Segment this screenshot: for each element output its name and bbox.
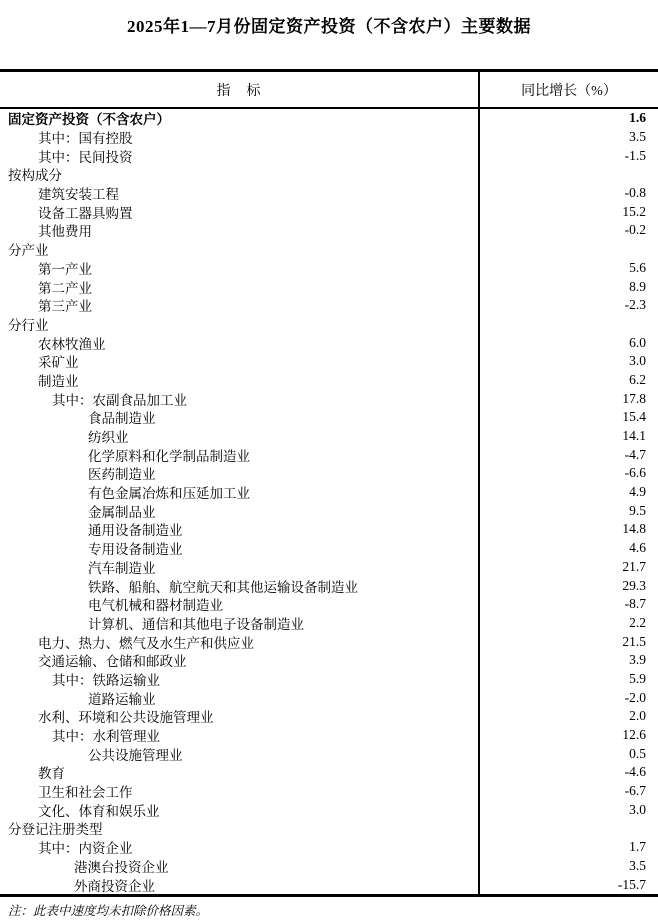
table-row — [0, 632, 658, 651]
row-value — [478, 819, 658, 838]
row-value: 5.6 — [478, 259, 658, 278]
table-row — [0, 315, 658, 334]
table-row — [0, 782, 658, 801]
table-row — [0, 296, 658, 315]
page-title: 2025年1—7月份固定资产投资（不含农户）主要数据 — [127, 17, 531, 36]
row-value: 21.5 — [478, 632, 658, 651]
row-value — [478, 315, 658, 334]
row-label: 分行业 — [8, 317, 49, 333]
row-label: 卫生和社会工作 — [38, 785, 133, 801]
row-label: 制造业 — [38, 373, 79, 389]
table-row — [0, 857, 658, 876]
row-value: 5.9 — [478, 670, 658, 689]
table-row — [0, 726, 658, 745]
table-row — [0, 165, 658, 184]
row-value: 15.4 — [478, 408, 658, 427]
row-label: 汽车制造业 — [88, 560, 156, 576]
row-label: 金属制品业 — [88, 504, 156, 520]
row-label: 采矿业 — [38, 355, 79, 371]
table-row — [0, 520, 658, 539]
row-label: 其中：国有控股 — [38, 131, 133, 147]
table-row — [0, 651, 658, 670]
table-header-row — [0, 72, 658, 109]
row-label: 其他费用 — [38, 224, 92, 240]
table-row — [0, 202, 658, 221]
row-label: 交通运输、仓储和邮政业 — [38, 654, 187, 670]
table-row — [0, 259, 658, 278]
table-row — [0, 184, 658, 203]
row-label: 文化、体育和娱乐业 — [38, 803, 160, 819]
row-label: 第二产业 — [38, 280, 92, 296]
row-value: -1.5 — [478, 146, 658, 165]
column-header-indicator: 指 标 — [216, 83, 262, 99]
table-row — [0, 595, 658, 614]
row-label: 道路运输业 — [88, 691, 156, 707]
table-row — [0, 558, 658, 577]
table-row — [0, 614, 658, 633]
row-value: 1.6 — [478, 109, 658, 128]
table-row — [0, 744, 658, 763]
row-label: 按构成分 — [8, 168, 62, 184]
row-value: 4.9 — [478, 483, 658, 502]
table-row — [0, 501, 658, 520]
table-row — [0, 427, 658, 446]
row-value: 1.7 — [478, 838, 658, 857]
row-value: 21.7 — [478, 558, 658, 577]
row-label: 分登记注册类型 — [8, 822, 103, 838]
row-value — [478, 165, 658, 184]
row-label: 分产业 — [8, 243, 49, 259]
table-row — [0, 333, 658, 352]
row-label: 有色金属冶炼和压延加工业 — [88, 486, 250, 502]
row-value: -0.2 — [478, 221, 658, 240]
row-value: -6.6 — [478, 464, 658, 483]
row-value: 0.5 — [478, 744, 658, 763]
row-value: -0.8 — [478, 184, 658, 203]
row-value: -2.3 — [478, 296, 658, 315]
row-value: -6.7 — [478, 782, 658, 801]
row-value: 3.0 — [478, 800, 658, 819]
row-value — [478, 240, 658, 259]
table-row — [0, 838, 658, 857]
row-value: -15.7 — [478, 875, 658, 894]
row-value: 12.6 — [478, 726, 658, 745]
row-label: 其中：水利管理业 — [52, 729, 160, 745]
table-row — [0, 483, 658, 502]
row-label: 固定资产投资（不含农户） — [8, 112, 170, 128]
row-label: 医药制造业 — [88, 467, 156, 483]
row-value: 29.3 — [478, 576, 658, 595]
row-label: 第三产业 — [38, 299, 92, 315]
row-value: 3.5 — [478, 857, 658, 876]
row-label: 其中：内资企业 — [38, 841, 133, 857]
row-value: 2.2 — [478, 614, 658, 633]
table-row — [0, 146, 658, 165]
row-label: 外商投资企业 — [74, 878, 155, 894]
row-value: 3.0 — [478, 352, 658, 371]
row-value: 17.8 — [478, 389, 658, 408]
table-row — [0, 352, 658, 371]
row-label: 教育 — [38, 766, 65, 782]
row-label: 其中：农副食品加工业 — [52, 392, 187, 408]
row-label: 港澳台投资企业 — [74, 859, 169, 875]
row-value: 6.2 — [478, 371, 658, 390]
row-label: 公共设施管理业 — [88, 747, 183, 763]
table-row — [0, 445, 658, 464]
table-row — [0, 707, 658, 726]
table-row — [0, 539, 658, 558]
table-row — [0, 128, 658, 147]
table-row — [0, 800, 658, 819]
column-header-growth: 同比增长（%） — [478, 72, 658, 107]
table-row — [0, 688, 658, 707]
row-value: 3.9 — [478, 651, 658, 670]
table-row — [0, 464, 658, 483]
table-row — [0, 875, 658, 894]
table-row — [0, 819, 658, 838]
table-row — [0, 371, 658, 390]
data-table — [0, 69, 658, 897]
table-row — [0, 277, 658, 296]
table-row — [0, 576, 658, 595]
row-label: 第一产业 — [38, 261, 92, 277]
table-row — [0, 763, 658, 782]
table-row — [0, 221, 658, 240]
table-row — [0, 109, 658, 128]
table-body — [0, 109, 658, 894]
row-value: -8.7 — [478, 595, 658, 614]
row-value: 6.0 — [478, 333, 658, 352]
table-row — [0, 389, 658, 408]
row-value: 14.1 — [478, 427, 658, 446]
row-label: 计算机、通信和其他电子设备制造业 — [88, 616, 304, 632]
row-label: 纺织业 — [88, 430, 129, 446]
row-value: -4.7 — [478, 445, 658, 464]
row-value: -2.0 — [478, 688, 658, 707]
table-row — [0, 670, 658, 689]
table-row — [0, 408, 658, 427]
row-value: 4.6 — [478, 539, 658, 558]
row-label: 食品制造业 — [88, 411, 156, 427]
row-label: 水利、环境和公共设施管理业 — [38, 710, 214, 726]
row-label: 电力、热力、燃气及水生产和供应业 — [38, 635, 254, 651]
row-value: 15.2 — [478, 202, 658, 221]
row-label: 农林牧渔业 — [38, 336, 106, 352]
row-label: 其中：民间投资 — [38, 149, 133, 165]
row-label: 建筑安装工程 — [38, 187, 119, 203]
row-label: 专用设备制造业 — [88, 542, 183, 558]
row-label: 通用设备制造业 — [88, 523, 183, 539]
row-value: 14.8 — [478, 520, 658, 539]
row-label: 电气机械和器材制造业 — [88, 598, 223, 614]
row-label: 设备工器具购置 — [38, 205, 133, 221]
row-value: 3.5 — [478, 128, 658, 147]
row-value: 8.9 — [478, 277, 658, 296]
row-label: 其中：铁路运输业 — [52, 672, 160, 688]
row-value: 9.5 — [478, 501, 658, 520]
row-value: 2.0 — [478, 707, 658, 726]
row-label: 铁路、船舶、航空航天和其他运输设备制造业 — [88, 579, 358, 595]
footnote: 注：此表中速度均未扣除价格因素。 — [8, 903, 209, 918]
row-label: 化学原料和化学制品制造业 — [88, 448, 250, 464]
table-row — [0, 240, 658, 259]
row-value: -4.6 — [478, 763, 658, 782]
